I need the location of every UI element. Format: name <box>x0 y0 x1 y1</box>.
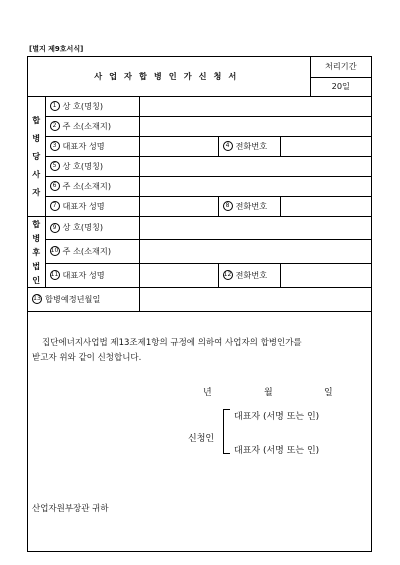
field-number-badge: 7 <box>50 201 60 211</box>
representative-signature-2: 대표자 (서명 또는 인) <box>234 446 320 456</box>
field-number-badge: 2 <box>50 121 60 131</box>
field-phone-1 <box>218 136 280 156</box>
form-table <box>28 57 371 312</box>
input-representative-3[interactable] <box>139 263 218 287</box>
input-phone-1[interactable] <box>280 136 371 156</box>
group-char: 합 <box>32 115 41 125</box>
field-trade-name-1 <box>45 96 139 116</box>
field-address-3 <box>45 240 139 264</box>
date-year: 년 <box>203 388 212 398</box>
field-label: 상 호(명칭) <box>62 100 104 111</box>
field-label: 전화번호 <box>235 269 268 280</box>
field-phone-2 <box>218 196 280 216</box>
applicant-bracket <box>223 409 230 454</box>
field-number-badge: 4 <box>223 141 233 151</box>
input-address-1[interactable] <box>139 116 371 136</box>
field-address-1 <box>45 116 139 136</box>
statement-line: 집단에너지사업법 제13조제1항의 규정에 의하여 사업자의 합병인가를 <box>42 338 302 348</box>
input-trade-name-3[interactable] <box>139 216 371 240</box>
merging-parties-label <box>28 96 45 216</box>
input-trade-name-1[interactable] <box>139 96 371 116</box>
field-number-badge: 3 <box>50 141 60 151</box>
statement-line: 받고자 위와 같이 신청합니다. <box>32 353 142 363</box>
input-address-2[interactable] <box>139 176 371 196</box>
application-statement <box>32 336 368 366</box>
input-phone-3[interactable] <box>280 263 371 287</box>
field-number-badge: 6 <box>50 181 60 191</box>
field-label: 대표자 성명 <box>62 200 105 211</box>
date-month: 월 <box>264 388 273 398</box>
input-trade-name-2[interactable] <box>139 156 371 176</box>
field-label: 전화번호 <box>235 200 268 211</box>
group-char: 병 <box>32 133 41 143</box>
input-address-3[interactable] <box>139 240 371 264</box>
field-label: 주 소(소재지) <box>62 120 112 131</box>
group-char: 사 <box>32 169 41 179</box>
application-form <box>27 56 372 552</box>
field-number-badge: 12 <box>223 271 232 279</box>
representative-signature-1: 대표자 (서명 또는 인) <box>234 412 320 422</box>
field-number-badge: 8 <box>223 201 233 211</box>
field-trade-name-2 <box>45 156 139 176</box>
applicant-label: 신청인 <box>188 434 215 444</box>
field-merger-date <box>28 287 139 311</box>
field-address-2 <box>45 176 139 196</box>
group-char: 합 <box>32 218 41 229</box>
field-trade-name-3 <box>45 216 139 240</box>
group-char: 후 <box>32 246 41 257</box>
field-label: 주 소(소재지) <box>62 245 112 256</box>
input-merger-date[interactable] <box>139 287 371 311</box>
form-number-label: [별지 제9호서식] <box>29 45 84 53</box>
date-day: 일 <box>324 388 333 398</box>
input-phone-2[interactable] <box>280 196 371 216</box>
group-char: 자 <box>32 187 41 197</box>
group-char: 법 <box>32 260 41 271</box>
group-char: 당 <box>32 151 41 161</box>
addressee: 산업자원부장관 귀하 <box>32 504 109 514</box>
field-number-badge: 10 <box>50 247 59 255</box>
post-merger-corp-label <box>28 216 45 287</box>
field-label: 합병예정년월일 <box>45 293 101 304</box>
field-phone-3 <box>218 263 280 287</box>
form-title: 사업자합병인가신청서 <box>28 57 310 96</box>
field-number-badge: 11 <box>50 271 59 279</box>
field-label: 상 호(명칭) <box>62 160 104 171</box>
processing-period-value: 20일 <box>310 77 371 96</box>
field-representative-3 <box>45 263 139 287</box>
field-number-badge: 9 <box>50 223 60 233</box>
group-char: 인 <box>32 274 41 285</box>
input-representative-1[interactable] <box>139 136 218 156</box>
field-label: 전화번호 <box>235 140 268 151</box>
field-representative-1 <box>45 136 139 156</box>
field-representative-2 <box>45 196 139 216</box>
field-label: 대표자 성명 <box>62 140 105 151</box>
input-representative-2[interactable] <box>139 196 218 216</box>
processing-period-header: 처리기간 <box>310 57 371 77</box>
field-label: 대표자 성명 <box>62 269 105 280</box>
field-number-badge: 13 <box>33 295 41 302</box>
field-number-badge: 1 <box>50 101 60 111</box>
field-number-badge: 5 <box>50 161 60 171</box>
field-label: 주 소(소재지) <box>62 180 112 191</box>
field-label: 상 호(명칭) <box>62 222 104 233</box>
group-char: 병 <box>32 232 41 243</box>
